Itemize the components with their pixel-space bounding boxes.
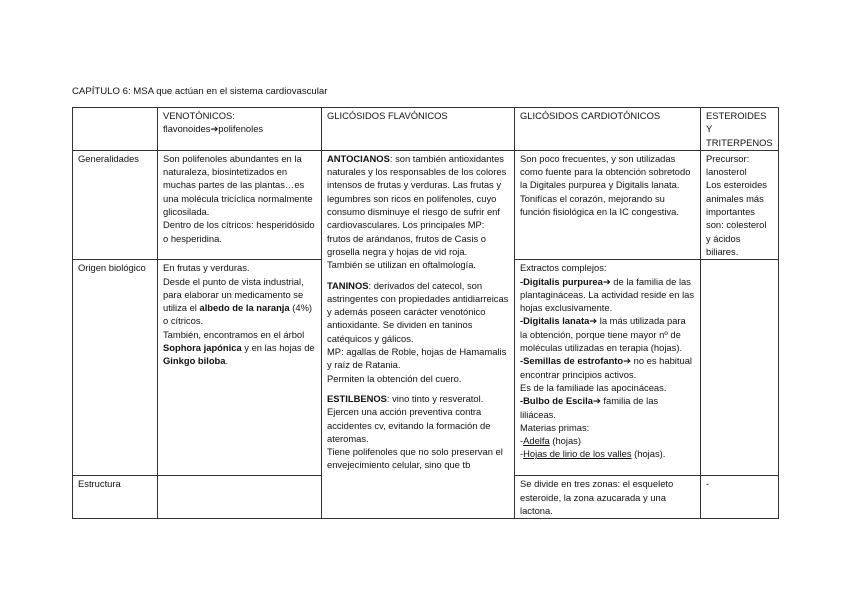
origen-veno-p3c: . (225, 355, 229, 367)
lirio-text: Hojas de lirio de los valles (523, 448, 632, 460)
gen-ester-p1: Precursor: lanosterol (706, 152, 750, 178)
gen-cardio-p1: Son poco frecuentes, y son utilizadas como fuente para la obtención sobretodo la Digitales purpurea y Digitalis lanata. (520, 152, 691, 191)
origen-cardio-purpurea (520, 275, 695, 315)
adelfa-text: Adelfa (523, 435, 550, 447)
arrow-icon: ➔ (623, 355, 632, 367)
header-flavonoides-text: flavonoides (163, 123, 211, 135)
origen-cardio-estrofanto (520, 354, 695, 381)
antocianos-label: ANTOCIANOS (327, 152, 390, 164)
gen-ester-p2: Los esteroides animales más importantes son: colesterol y ácidos biliares. (706, 179, 767, 257)
header-venotonicos-line2 (163, 122, 316, 135)
origen-veno-p3 (163, 328, 316, 368)
origen-cardio-lirio (520, 447, 695, 460)
escila-label: -Bulbo de Escila (520, 395, 593, 407)
flav-estilbenos (327, 392, 509, 405)
header-empty-cell (73, 108, 158, 151)
albedo-text: albedo de la naranja (199, 302, 290, 314)
estrofanto-text: no es habitual encontrar principios activos. (520, 355, 692, 380)
origen-cardio-apocin: Es de la familiade las apocináceas. (520, 381, 667, 393)
header-esteroides: ESTEROIDES Y TRITERPENOS (701, 108, 779, 151)
lanata-text: la más utilizada para la obtención, porque tiene mayor nº de moléculas utilizadas en terapia (hojas). (520, 315, 686, 354)
lirio-dash: - (520, 448, 524, 460)
estilbenos-text: : vino tinto y resveratol. (386, 392, 484, 404)
taninos-text: : derivados del catecol, son astringentes con propiedades antidiarreicas y además poseen carácter venotónico antioxidante. Se dividen en taninos catéquicos y gálicos. (327, 279, 509, 344)
cell-origen-esteroides (701, 260, 779, 476)
row-label-generalidades: Generalidades (73, 150, 158, 259)
header-polifenoles-text: polifenoles (218, 123, 264, 135)
antocianos-text: : son también antioxidantes naturales y los responsables de los colores intensos de frutas y verduras. Las frutas y legumbres son ricos en polifenoles, cuyo consumo disminuye el riesgo de sufrir enf cardiovasculares. Los principales MP: frutos de arándanos, frutos de Casis o grosella negra y hojas de vid roja. (327, 152, 507, 257)
sophora-text: Sophora japónica (163, 342, 242, 354)
header-row (73, 108, 779, 151)
cell-estructura-venotonicos (158, 476, 322, 519)
cell-estructura-cardiotonicos: Se divide en tres zonas: el esqueleto esteroide, la zona azucarada y una lactona. (515, 476, 701, 519)
origen-veno-p3a: También, encontramos en el árbol (163, 328, 305, 340)
gen-cardio-p2: Tonifícas el corazón, mejorando su función fisiológica en la IC congestiva. (520, 192, 679, 218)
origen-cardio-escila (520, 394, 695, 421)
origen-veno-p2 (163, 275, 316, 328)
origen-veno-p2b: (4%) o cítricos. (163, 302, 313, 327)
flav-taninos (327, 279, 509, 345)
arrow-icon: ➔ (589, 315, 598, 327)
gen-veno-p2: Dentro de los cítricos: hesperidósido o hesperidina. (163, 219, 315, 244)
flav-mp: MP: agallas de Roble, hojas de Hamamalis y raíz de Ratania. (327, 346, 507, 371)
origen-cardio-lanata (520, 314, 695, 354)
cell-generalidades-venotonicos (158, 150, 322, 259)
estrofanto-label: -Semillas de estrofanto (520, 355, 624, 367)
flav-cuero: Permiten la obtención del cuero. (327, 372, 462, 384)
flav-envejec: Tiene polifenoles que no solo preservan el envejecimiento celular, sino que tb (327, 446, 503, 471)
gen-veno-p1: Son polifenoles abundantes en la naturaleza, biosintetizados en muchas partes de las plantas…es una molécula tricíclica normalmente glicosilada. (163, 152, 313, 218)
purpurea-label: -Digitalis purpurea (520, 275, 603, 287)
cell-origen-cardiotonicos (515, 260, 701, 476)
ginkgo-text: Ginkgo biloba (163, 355, 226, 367)
origen-cardio-intro: Extractos complejos: (520, 262, 607, 274)
origen-veno-p3b: y en las hojas de (241, 342, 315, 354)
adelfa-dash: - (520, 435, 524, 447)
header-cardiotonicos: GLICÓSIDOS CARDIOTÓNICOS (515, 108, 701, 151)
flav-antocianos (327, 152, 509, 258)
document-title: CAPÍTULO 6: MSA que actúan en el sistema cardiovascular (72, 86, 328, 97)
flav-oftalmo: También se utilizan en oftalmología. (327, 259, 477, 271)
row-generalidades (73, 150, 779, 259)
msa-table (72, 107, 779, 519)
cell-generalidades-esteroides (701, 150, 779, 259)
arrow-icon: ➔ (592, 395, 601, 407)
cell-estructura-esteroides: - (701, 476, 779, 519)
cell-generalidades-cardiotonicos (515, 150, 701, 259)
purpurea-text: de la familia de las plantagináceas. La actividad reside en las hojas exclusivamente. (520, 275, 695, 314)
estilbenos-label: ESTILBENOS (327, 392, 387, 404)
adelfa-post: (hojas) (549, 435, 581, 447)
header-venotonicos (158, 108, 322, 151)
origen-veno-p2a: Desde el punto de vista industrial, para elaborar un medicamento se utiliza el (163, 275, 304, 314)
header-venotonicos-line1: VENOTÓNICOS: (163, 110, 235, 121)
header-flavonicos: GLICÓSIDOS FLAVÓNICOS (322, 108, 515, 151)
origen-veno-p1: En frutas y verduras. (163, 262, 250, 274)
taninos-label: TANINOS (327, 279, 369, 291)
row-label-origen: Origen biológico (73, 260, 158, 476)
escila-text: familia de las liliáceas. (520, 395, 659, 420)
arrow-icon: ➔ (602, 275, 611, 287)
row-label-estructura: Estructura (73, 476, 158, 519)
flav-accion: Ejercen una acción preventiva contra accidentes cv, evitando la formación de ateromas. (327, 406, 491, 444)
lanata-label: -Digitalis lanata (520, 315, 590, 327)
lirio-post: (hojas). (631, 448, 666, 460)
origen-cardio-materias: Materias primas: (520, 421, 590, 433)
origen-cardio-adelfa (520, 434, 695, 447)
cell-flavonicos-merged (322, 150, 515, 518)
cell-origen-venotonicos (158, 260, 322, 476)
arrow-icon: ➔ (210, 123, 219, 135)
